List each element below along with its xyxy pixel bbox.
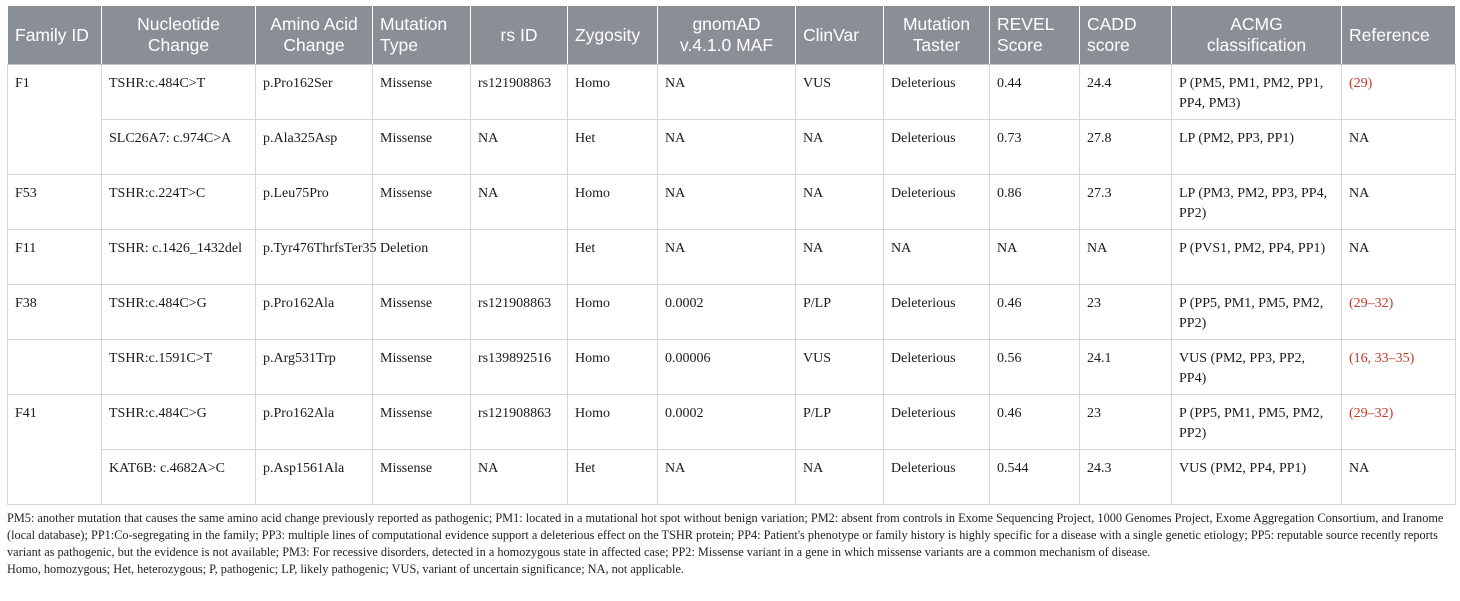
header-mutation-type: Mutation Type	[373, 6, 471, 65]
cell-cadd: 23	[1080, 395, 1172, 450]
cell-cadd: NA	[1080, 230, 1172, 285]
cell-acmg: P (PVS1, PM2, PP4, PP1)	[1172, 230, 1342, 285]
cell-rs: NA	[471, 450, 568, 505]
cell-family	[8, 120, 102, 175]
mutation-table	[7, 5, 1456, 505]
cell-clinvar: VUS	[796, 65, 884, 120]
cell-family	[8, 450, 102, 505]
header-gnomad-maf: gnomAD v.4.1.0 MAF	[658, 6, 796, 65]
cell-clinvar: NA	[796, 450, 884, 505]
cell-clinvar: NA	[796, 175, 884, 230]
header-mutation-taster: Mutation Taster	[884, 6, 990, 65]
cell-acmg: VUS (PM2, PP4, PP1)	[1172, 450, 1342, 505]
cell-family: F53	[8, 175, 102, 230]
table-row	[8, 340, 1456, 395]
header-acmg-classification: ACMG classification	[1172, 6, 1342, 65]
cell-maf: 0.00006	[658, 340, 796, 395]
cell-zygosity: Homo	[568, 395, 658, 450]
cell-revel: NA	[990, 230, 1080, 285]
table-row	[8, 65, 1456, 120]
cell-type: Deletion	[373, 230, 471, 285]
cell-acmg: P (PP5, PM1, PM5, PM2, PP2)	[1172, 285, 1342, 340]
cell-ref: NA	[1342, 175, 1456, 230]
cell-type: Missense	[373, 340, 471, 395]
header-revel-score: REVEL Score	[990, 6, 1080, 65]
table-body	[8, 65, 1456, 505]
cell-amino: p.Pro162Ala	[256, 285, 373, 340]
table-row	[8, 450, 1456, 505]
cell-revel: 0.56	[990, 340, 1080, 395]
cell-rs: rs121908863	[471, 395, 568, 450]
cell-zygosity: Het	[568, 230, 658, 285]
cell-amino: p.Arg531Trp	[256, 340, 373, 395]
cell-acmg: VUS (PM2, PP3, PP2, PP4)	[1172, 340, 1342, 395]
cell-nucleotide: TSHR:c.484C>G	[102, 285, 256, 340]
header-zygosity: Zygosity	[568, 6, 658, 65]
cell-acmg: LP (PM2, PP3, PP1)	[1172, 120, 1342, 175]
cell-zygosity: Homo	[568, 340, 658, 395]
cell-amino: p.Ala325Asp	[256, 120, 373, 175]
cell-nucleotide: TSHR:c.224T>C	[102, 175, 256, 230]
cell-revel: 0.544	[990, 450, 1080, 505]
cell-type: Missense	[373, 285, 471, 340]
cell-acmg: P (PP5, PM1, PM5, PM2, PP2)	[1172, 395, 1342, 450]
cell-amino: p.Pro162Ser	[256, 65, 373, 120]
cell-maf: NA	[658, 450, 796, 505]
cell-acmg: LP (PM3, PM2, PP3, PP4, PP2)	[1172, 175, 1342, 230]
cell-zygosity: Homo	[568, 65, 658, 120]
cell-rs: rs139892516	[471, 340, 568, 395]
cell-amino: p.Pro162Ala	[256, 395, 373, 450]
table-row	[8, 120, 1456, 175]
cell-nucleotide: TSHR:c.484C>T	[102, 65, 256, 120]
table-row	[8, 395, 1456, 450]
cell-taster: Deleterious	[884, 340, 990, 395]
cell-maf: NA	[658, 230, 796, 285]
cell-cadd: 27.8	[1080, 120, 1172, 175]
cell-nucleotide: TSHR:c.1591C>T	[102, 340, 256, 395]
cell-amino: p.Asp1561Ala	[256, 450, 373, 505]
cell-zygosity: Het	[568, 450, 658, 505]
header-cadd-score: CADD score	[1080, 6, 1172, 65]
cell-ref: NA	[1342, 120, 1456, 175]
cell-taster: Deleterious	[884, 450, 990, 505]
cell-revel: 0.73	[990, 120, 1080, 175]
cell-zygosity: Het	[568, 120, 658, 175]
cell-maf: NA	[658, 175, 796, 230]
cell-type: Missense	[373, 120, 471, 175]
footnote-acmg-criteria: PM5: another mutation that causes the same amino acid change previously reported as pathogenic; PM1: located in a mutational hot spot without benign variation; PM2: absent from controls in Exome Sequencing Project, 1000 Genomes Project, Exome Aggregation Consortium, and Iranome (local database); PP1:Co-segregating in the family; PP3: multiple lines of computational evidence support a deleterious effect on the TSHR protein; PP4: Patient's phenotype or family history is highly specific for a disease with a single genetic etiology; PP5: reputable source recently reports variant as pathogenic, but the evidence is not available; PM3: For recessive disorders, detected in a homozygous state in affected case; PP2: Missense variant in a gene in which missense variants are a common mechanism of disease.	[7, 511, 1444, 559]
cell-maf: NA	[658, 65, 796, 120]
cell-rs: rs121908863	[471, 65, 568, 120]
cell-cadd: 24.4	[1080, 65, 1172, 120]
cell-taster: Deleterious	[884, 395, 990, 450]
cell-clinvar: VUS	[796, 340, 884, 395]
cell-acmg: P (PM5, PM1, PM2, PP1, PP4, PM3)	[1172, 65, 1342, 120]
cell-rs	[471, 230, 568, 285]
cell-family: F1	[8, 65, 102, 120]
cell-revel: 0.46	[990, 285, 1080, 340]
cell-type: Missense	[373, 450, 471, 505]
header-amino-acid-change: Amino Acid Change	[256, 6, 373, 65]
cell-maf: 0.0002	[658, 395, 796, 450]
cell-cadd: 24.3	[1080, 450, 1172, 505]
cell-type: Missense	[373, 175, 471, 230]
cell-cadd: 24.1	[1080, 340, 1172, 395]
table-header	[8, 6, 1456, 65]
cell-type: Missense	[373, 395, 471, 450]
cell-nucleotide: TSHR: c.1426_1432del	[102, 230, 256, 285]
header-nucleotide-change: Nucleotide Change	[102, 6, 256, 65]
cell-clinvar: NA	[796, 230, 884, 285]
cell-rs: NA	[471, 120, 568, 175]
cell-zygosity: Homo	[568, 285, 658, 340]
cell-clinvar: NA	[796, 120, 884, 175]
cell-family	[8, 340, 102, 395]
reference-link[interactable]: (16, 33–35)	[1342, 340, 1456, 395]
cell-clinvar: P/LP	[796, 285, 884, 340]
cell-cadd: 23	[1080, 285, 1172, 340]
mutation-table-container	[7, 5, 1455, 505]
reference-link[interactable]: (29–32)	[1342, 395, 1456, 450]
table-footnotes	[7, 510, 1453, 578]
reference-link[interactable]: (29–32)	[1342, 285, 1456, 340]
cell-family: F11	[8, 230, 102, 285]
cell-amino: p.Tyr476ThrfsTer35	[256, 230, 373, 285]
table-row	[8, 175, 1456, 230]
cell-nucleotide: TSHR:c.484C>G	[102, 395, 256, 450]
cell-revel: 0.46	[990, 395, 1080, 450]
cell-taster: Deleterious	[884, 285, 990, 340]
table-row	[8, 285, 1456, 340]
cell-maf: NA	[658, 120, 796, 175]
table-row	[8, 230, 1456, 285]
cell-amino: p.Leu75Pro	[256, 175, 373, 230]
cell-nucleotide: SLC26A7: c.974C>A	[102, 120, 256, 175]
reference-link[interactable]: (29)	[1342, 65, 1456, 120]
cell-taster: Deleterious	[884, 175, 990, 230]
cell-cadd: 27.3	[1080, 175, 1172, 230]
footnote-abbreviations: Homo, homozygous; Het, heterozygous; P, pathogenic; LP, likely pathogenic; VUS, variant of uncertain significance; NA, not applicable.	[7, 562, 684, 576]
header-rs-id: rs ID	[471, 6, 568, 65]
header-clinvar: ClinVar	[796, 6, 884, 65]
cell-zygosity: Homo	[568, 175, 658, 230]
cell-maf: 0.0002	[658, 285, 796, 340]
cell-clinvar: P/LP	[796, 395, 884, 450]
cell-taster: NA	[884, 230, 990, 285]
header-family-id: Family ID	[8, 6, 102, 65]
cell-revel: 0.86	[990, 175, 1080, 230]
cell-taster: Deleterious	[884, 65, 990, 120]
cell-ref: NA	[1342, 450, 1456, 505]
cell-family: F41	[8, 395, 102, 450]
cell-nucleotide: KAT6B: c.4682A>C	[102, 450, 256, 505]
cell-type: Missense	[373, 65, 471, 120]
cell-ref: NA	[1342, 230, 1456, 285]
cell-rs: rs121908863	[471, 285, 568, 340]
cell-revel: 0.44	[990, 65, 1080, 120]
cell-rs: NA	[471, 175, 568, 230]
header-reference: Reference	[1342, 6, 1456, 65]
cell-family: F38	[8, 285, 102, 340]
cell-taster: Deleterious	[884, 120, 990, 175]
